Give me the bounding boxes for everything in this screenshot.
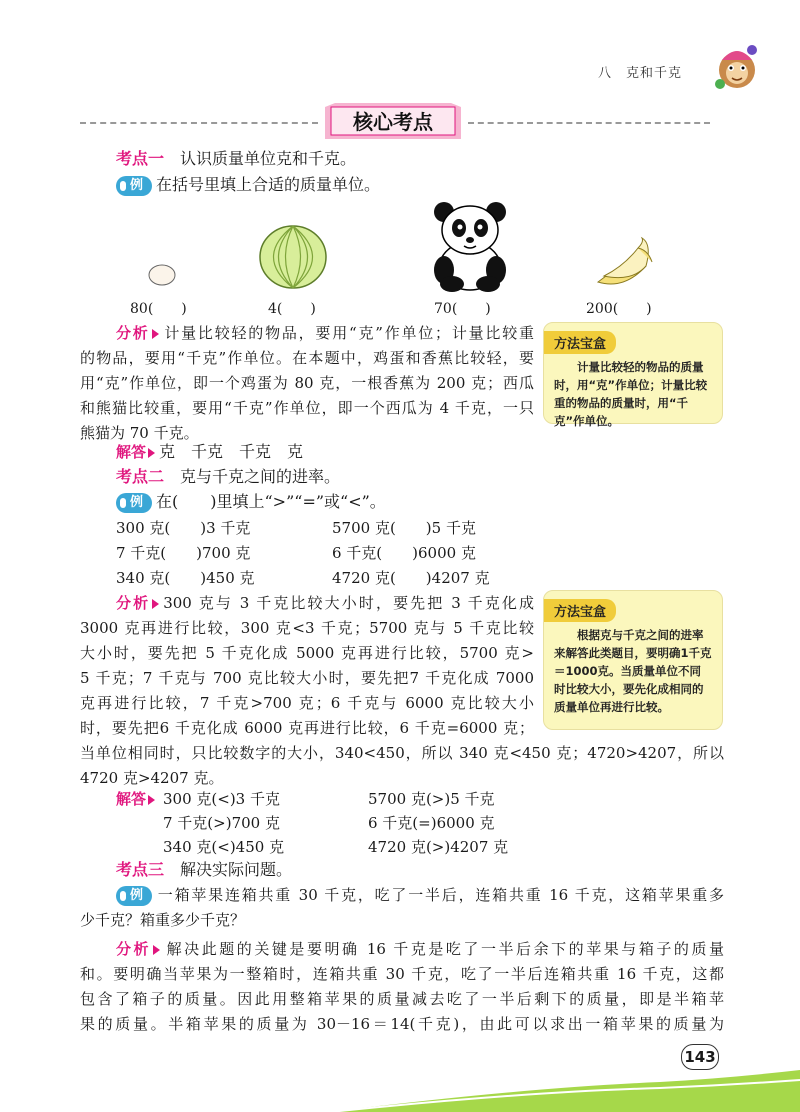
analysis-line: 果的质量。半箱苹果的质量为 30－16＝14(千克)，由此可以求出一箱苹果的质量为 — [80, 1015, 724, 1033]
question-cell: 4720 克( )4207 克 — [332, 569, 490, 587]
analysis-tag: 分析 — [116, 594, 151, 612]
analysis-line: 熊猫为 70 千克。 — [80, 424, 199, 442]
caption-banana: 200( ) — [586, 301, 652, 317]
method-box-title: 方法宝盒 — [544, 599, 616, 622]
arrow-icon — [152, 599, 159, 609]
analysis-line: 时，要先把6 千克化成 6000 克再进行比较，6 千克=6000 克； — [80, 719, 534, 737]
example-tag: 例 — [116, 886, 152, 906]
answer-cell: 7 千克(>)700 克 — [163, 814, 280, 832]
egg-image — [146, 262, 178, 288]
analysis-line: 包含了箱子的质量。因此用整箱苹果的质量减去吃了一半后剩下的质量，即是半箱苹 — [80, 990, 724, 1008]
caption-egg: 80( ) — [130, 301, 187, 317]
analysis-line: 和。要明确当苹果为一整箱时，连箱共重 30 千克，吃了一半后连箱共重 16 千克，这都 — [80, 965, 724, 983]
example-tag: 例 — [116, 493, 152, 513]
section1-title: 认识质量单位克和千克。 — [180, 149, 357, 168]
banner-divider-right — [468, 122, 710, 124]
section3-title: 解决实际问题。 — [180, 860, 293, 879]
caption-watermelon: 4( ) — [268, 301, 316, 317]
analysis-line: 当单位相同时，只比较数字的大小，340<450，所以 340 克<450 克；4720>4207，所以 — [80, 744, 724, 762]
question-cell: 6 千克( )6000 克 — [332, 544, 476, 562]
section1-analysis — [80, 321, 534, 446]
section1-heading — [116, 147, 356, 171]
analysis-tag: 分析 — [116, 324, 150, 342]
section1-example-text: 在括号里填上合适的质量单位。 — [156, 175, 381, 194]
analysis-line: 大小时，要先把 5 千克化成 5000 克再进行比较，5700 克> — [80, 644, 534, 662]
arrow-icon — [148, 795, 155, 805]
section2-label: 考点二 — [116, 467, 165, 486]
method-box — [543, 590, 723, 730]
analysis-line: 5 千克；7 千克与 700 克比较大小时，要先把7 千克化成 7000 — [80, 669, 534, 687]
caption-panda: 70( ) — [434, 301, 491, 317]
mascot-icon — [712, 40, 762, 95]
banana-image — [594, 236, 658, 288]
page-number: 143 — [681, 1044, 719, 1070]
question-cell: 5700 克( )5 千克 — [332, 519, 476, 537]
answer-cell: 300 克(<)3 千克 — [163, 790, 280, 808]
panda-image — [424, 196, 516, 292]
answer-cell: 5700 克(>)5 千克 — [368, 790, 495, 808]
section3-example — [80, 883, 724, 933]
analysis-line: 解决此题的关键是要明确 16 千克是吃了一半后余下的苹果与箱子的质量 — [164, 940, 724, 958]
answer-tag: 解答 — [116, 443, 147, 461]
section1-answer-text: 克 千克 千克 克 — [159, 442, 304, 461]
method-box-text: 计量比较轻的物品的质量时，用“克”作单位；计量比较重的物品的质量时，用“千克”作单位。 — [554, 360, 708, 428]
answer-cell: 4720 克(>)4207 克 — [368, 838, 509, 856]
analysis-line: 300 克与 3 千克比较大小时，要先把 3 千克化成 — [163, 594, 534, 612]
section2-heading — [116, 465, 340, 489]
section1-answer — [116, 440, 303, 464]
question-cell: 340 克( )450 克 — [116, 569, 255, 587]
analysis-line: 用“克”作单位，即一个鸡蛋为 80 克，一根香蕉为 200 克；西瓜 — [80, 374, 534, 392]
method-box-text: 根据克与千克之间的进率来解答此类题目，要明确1千克＝1000克。当质量单位不同时比较大小，要先化成相同的质量单位再进行比较。 — [554, 628, 712, 714]
arrow-icon — [152, 329, 159, 339]
question-cell: 300 克( )3 千克 — [116, 519, 251, 537]
analysis-line: 3000 克再进行比较，300 克<3 千克；5700 克与 5 千克比较 — [80, 619, 534, 637]
section2-analysis — [80, 591, 534, 741]
section3-analysis — [80, 937, 724, 1037]
banner-divider-left — [80, 122, 318, 124]
answer-cell: 340 克(<)450 克 — [163, 838, 285, 856]
method-box — [543, 322, 723, 428]
section2-answer-label — [116, 787, 159, 811]
section2-example — [116, 490, 386, 514]
arrow-icon — [148, 448, 155, 458]
watermelon-image — [258, 224, 328, 290]
section3-heading — [116, 858, 292, 882]
analysis-line: 的物品，要用“千克”作单位。在本题中，鸡蛋和香蕉比较轻，要 — [80, 349, 534, 367]
example-line: 一箱苹果连箱共重 30 千克，吃了一半后，连箱共重 16 千克，这箱苹果重多 — [156, 886, 724, 904]
example-line: 少千克？箱重多少千克？ — [80, 911, 246, 929]
example-tag: 例 — [116, 176, 152, 196]
analysis-tag: 分析 — [116, 940, 152, 958]
section1-label: 考点一 — [116, 149, 165, 168]
answer-tag: 解答 — [116, 790, 147, 808]
method-box-title: 方法宝盒 — [544, 331, 616, 354]
footer-wave — [0, 1030, 800, 1112]
analysis-line: 和熊猫比较重，要用“千克”作单位，即一个西瓜为 4 千克，一只 — [80, 399, 534, 417]
question-cell: 7 千克( )700 克 — [116, 544, 251, 562]
answer-cell: 6 千克(=)6000 克 — [368, 814, 495, 832]
section1-example — [116, 173, 380, 197]
section2-example-text: 在( )里填上“>”“=”或“<”。 — [156, 492, 386, 511]
section3-label: 考点三 — [116, 860, 165, 879]
arrow-icon — [153, 945, 160, 955]
chapter-header: 八 克和千克 — [598, 66, 683, 81]
analysis-line: 计量比较轻的物品，要用“克”作单位；计量比较重 — [162, 324, 534, 342]
banner-title: 核心考点 — [353, 110, 433, 134]
section2-analysis-cont — [80, 741, 724, 791]
section2-title: 克与千克之间的进率。 — [180, 467, 341, 486]
analysis-line: 4720 克>4207 克。 — [80, 769, 224, 787]
analysis-line: 克再进行比较，7 千克>700 克；6 千克与 6000 克比较大小 — [80, 694, 534, 712]
